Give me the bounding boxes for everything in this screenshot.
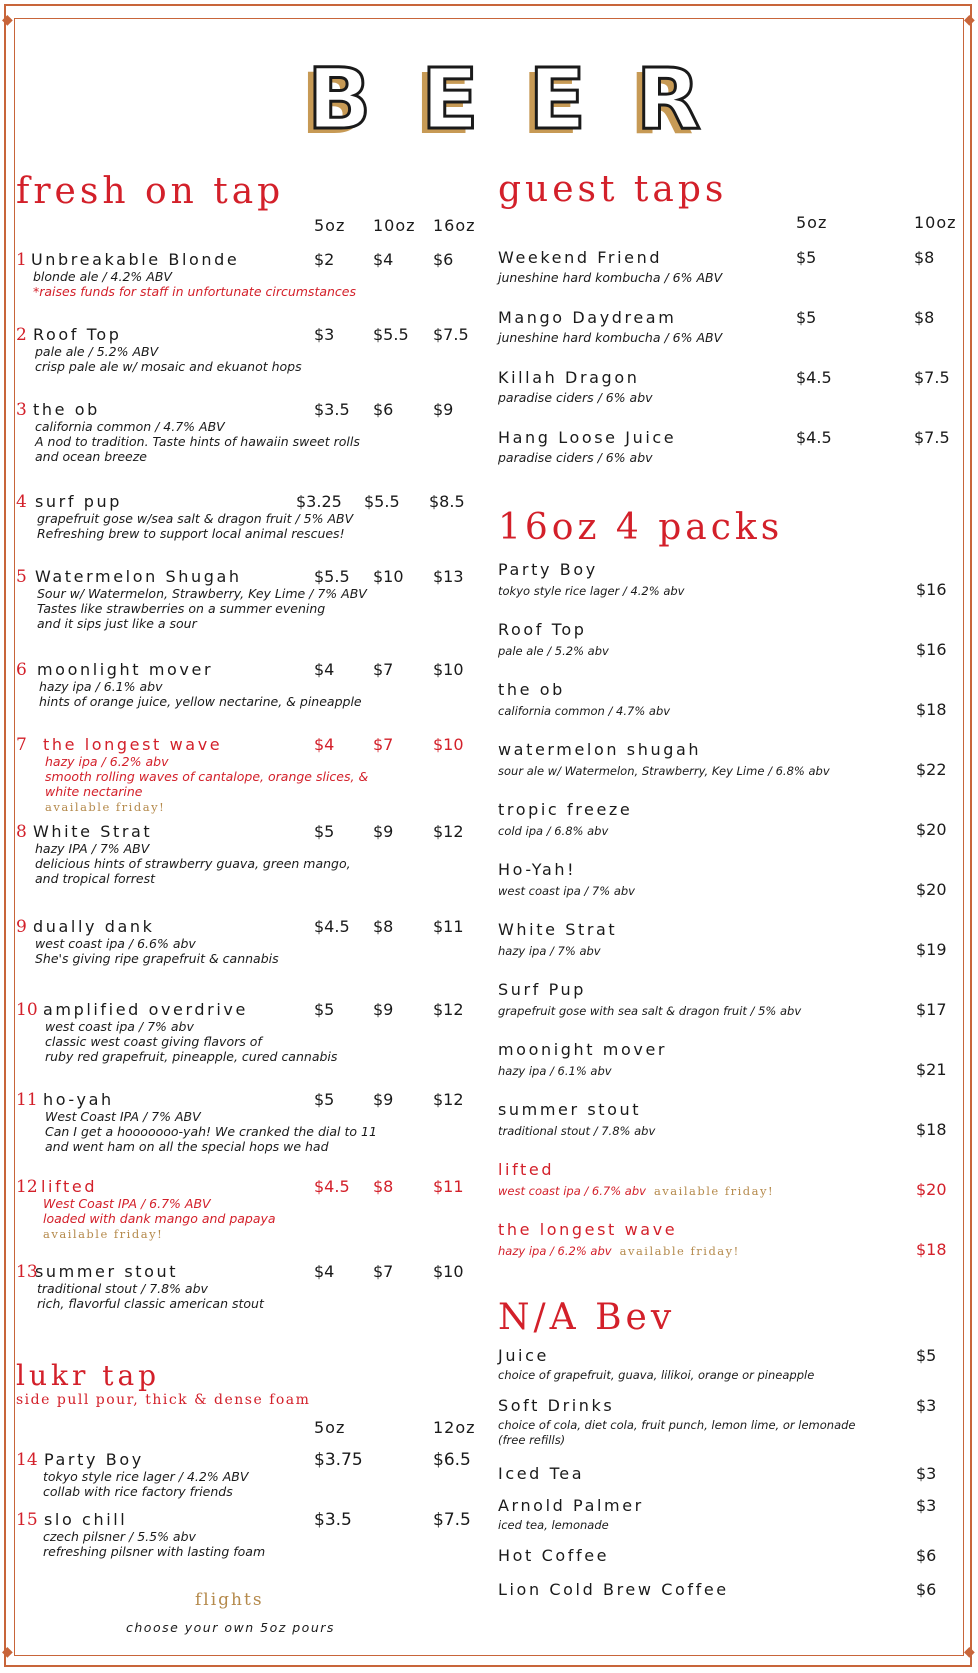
price-16oz: $9 [433, 400, 454, 419]
beer-name: Surf Pup [498, 980, 587, 999]
style-abv [498, 884, 635, 899]
style-abv: traditional stout / 7.8% abv [37, 1281, 208, 1296]
style-abv [498, 704, 670, 719]
price: $3 [916, 1396, 937, 1415]
price-10oz: $5.5 [364, 492, 400, 511]
style-abv: paradise ciders / 6% abv [498, 450, 653, 465]
price-10oz: $4 [373, 250, 394, 269]
style-abv: West Coast IPA / 6.7% ABV [43, 1196, 211, 1211]
price-16oz: $11 [433, 1177, 464, 1196]
price: $3 [916, 1464, 937, 1483]
flights-subtext: choose your own 5oz pours [126, 1620, 335, 1635]
price-16oz: $12 [433, 822, 464, 841]
availability-note: available friday! [45, 800, 166, 814]
price: $16 [916, 580, 947, 599]
price-16oz: $6 [433, 250, 454, 269]
price-5oz: $4.5 [796, 428, 832, 447]
flights-label: flights [195, 1590, 264, 1610]
style-abv: hazy ipa / 6.2% abv [45, 754, 169, 769]
item-number: 1 [16, 250, 27, 270]
price-5oz: $5 [314, 1000, 335, 1019]
style-abv [498, 1184, 774, 1199]
beer-name: tropic freeze [498, 800, 633, 819]
style-abv [498, 824, 608, 839]
beer-name: White Strat [33, 822, 153, 841]
lukr-tap-heading: lukr tap [16, 1359, 161, 1392]
style-abv: hazy ipa / 6.1% abv [39, 679, 163, 694]
style-abv [498, 1244, 740, 1259]
style-abv: juneshine hard kombucha / 6% ABV [498, 270, 723, 285]
tasting-note: crisp pale ale w/ mosaic and ekuanot hops [35, 359, 302, 374]
price-5oz: $4 [314, 660, 335, 679]
style-abv [498, 1124, 655, 1139]
price: $20 [916, 1180, 947, 1199]
beer-name: the ob [498, 680, 565, 699]
price-16oz: $7.5 [433, 325, 469, 344]
beer-name: Unbreakable Blonde [31, 250, 240, 269]
style-abv-text: pale ale / 5.2% abv [498, 644, 609, 658]
price-5oz: $5.5 [314, 567, 350, 586]
corner-ornament-icon: ◆ [2, 1644, 13, 1660]
beer-name: Roof Top [33, 325, 122, 344]
style-abv [498, 644, 609, 659]
tasting-note: hints of orange juice, yellow nectarine, & pineapple [39, 694, 362, 709]
style-abv-text: cold ipa / 6.8% abv [498, 824, 609, 838]
price: $19 [916, 940, 947, 959]
price-5oz: $4.5 [314, 1177, 350, 1196]
style-abv: california common / 4.7% ABV [35, 419, 225, 434]
item-number: 5 [16, 567, 27, 587]
tasting-note: A nod to tradition. Taste hints of hawaiin sweet rolls [35, 434, 360, 449]
beer-name: amplified overdrive [43, 1000, 248, 1019]
price-10oz: $10 [373, 567, 404, 586]
price-5oz: $3 [314, 325, 335, 344]
price-5oz: $4 [314, 735, 335, 754]
price: $17 [916, 1000, 947, 1019]
style-abv-text: tokyo style rice lager / 4.2% abv [498, 584, 685, 598]
beer-name: Hang Loose Juice [498, 428, 677, 447]
price-16oz: $11 [433, 917, 464, 936]
style-abv [498, 1064, 612, 1079]
availability-note: available friday! [619, 1244, 740, 1258]
price-10oz: $7 [373, 735, 394, 754]
style-abv-text: sour ale w/ Watermelon, Strawberry, Key Lime / 6.8% abv [498, 764, 830, 778]
style-abv [498, 584, 684, 599]
tasting-note: collab with rice factory friends [43, 1484, 233, 1499]
tasting-note: *raises funds for staff in unfortunate circumstances [33, 284, 357, 299]
tasting-note: Refreshing brew to support local animal rescues! [37, 526, 345, 541]
style-abv-text: hazy ipa / 6.2% abv [498, 1244, 612, 1258]
style-abv: west coast ipa / 6.6% abv [35, 936, 196, 951]
drink-name: Soft Drinks [498, 1396, 615, 1415]
beer-name: Weekend Friend [498, 248, 663, 267]
price-5oz: $4.5 [314, 917, 350, 936]
price-5oz: $3.5 [314, 1510, 352, 1530]
corner-ornament-icon: ◆ [2, 12, 13, 28]
style-abv [498, 944, 601, 959]
beer-name: Party Boy [498, 560, 598, 579]
price-10oz: $8 [373, 917, 394, 936]
style-abv: hazy IPA / 7% ABV [35, 841, 150, 856]
price-16oz: $10 [433, 1262, 464, 1281]
beer-name: White Strat [498, 920, 618, 939]
fresh-col-16oz: 16oz [433, 216, 476, 235]
item-number: 8 [16, 822, 27, 842]
beer-name: moonight mover [498, 1040, 668, 1059]
price: $21 [916, 1060, 947, 1079]
price: $22 [916, 760, 947, 779]
beer-name: summer stout [35, 1262, 179, 1281]
price-10oz: $8 [914, 308, 935, 327]
price: $3 [916, 1496, 937, 1515]
style-abv-text: grapefruit gose with sea salt & dragon fruit / 5% abv [498, 1004, 802, 1018]
price: $5 [916, 1346, 937, 1365]
style-abv: pale ale / 5.2% ABV [35, 344, 159, 359]
style-abv: Sour w/ Watermelon, Strawberry, Key Lime / 7% ABV [37, 586, 367, 601]
tasting-note: Tastes like strawberries on a summer evening [37, 601, 326, 616]
tasting-note: refreshing pilsner with lasting foam [43, 1544, 266, 1559]
price-5oz: $4.5 [796, 368, 832, 387]
style-abv: west coast ipa / 7% abv [45, 1019, 194, 1034]
price-16oz: $10 [433, 735, 464, 754]
item-number: 2 [16, 325, 27, 345]
tasting-note: delicious hints of strawberry guava, green mango, [35, 856, 351, 871]
style-abv-text: hazy ipa / 6.1% abv [498, 1064, 612, 1078]
tasting-note: loaded with dank mango and papaya [43, 1211, 276, 1226]
price-10oz: $8 [373, 1177, 394, 1196]
price: $18 [916, 700, 947, 719]
tasting-note: She's giving ripe grapefruit & cannabis [35, 951, 279, 966]
beer-name: Watermelon Shugah [35, 567, 242, 586]
price-10oz: $7.5 [914, 368, 950, 387]
price-16oz: $10 [433, 660, 464, 679]
drink-name: Iced Tea [498, 1464, 585, 1483]
drink-description: choice of cola, diet cola, fruit punch, lemon lime, or lemonade [498, 1418, 856, 1432]
beer-name: summer stout [498, 1100, 642, 1119]
style-abv [498, 764, 830, 779]
price-5oz: $5 [314, 1090, 335, 1109]
beer-name: lifted [498, 1160, 555, 1179]
price-10oz: $7 [373, 1262, 394, 1281]
tasting-note: white nectarine [45, 784, 143, 799]
style-abv-text: west coast ipa / 7% abv [498, 884, 635, 898]
style-abv: grapefruit gose w/sea salt & dragon fruit / 5% ABV [37, 511, 354, 526]
item-number: 13 [16, 1262, 38, 1282]
item-number: 4 [16, 492, 27, 512]
drink-name: Arnold Palmer [498, 1496, 644, 1515]
price-5oz: $4 [314, 1262, 335, 1281]
price: $16 [916, 640, 947, 659]
item-number: 11 [16, 1090, 38, 1110]
beer-name: lifted [41, 1177, 98, 1196]
corner-ornament-icon: ◆ [964, 12, 975, 28]
price-16oz: $8.5 [429, 492, 465, 511]
lukr-col-12oz: 12oz [433, 1418, 476, 1437]
price-10oz: $9 [373, 822, 394, 841]
price: $20 [916, 880, 947, 899]
item-number: 3 [16, 400, 27, 420]
style-abv-text: hazy ipa / 7% abv [498, 944, 601, 958]
item-number: 15 [16, 1510, 38, 1530]
beer-name: the longest wave [498, 1220, 678, 1239]
price-5oz: $5 [796, 248, 817, 267]
beer-name: watermelon shugah [498, 740, 702, 759]
style-abv: West Coast IPA / 7% ABV [45, 1109, 201, 1124]
price-10oz: $7.5 [914, 428, 950, 447]
style-abv-text: west coast ipa / 6.7% abv [498, 1184, 646, 1198]
style-abv: czech pilsner / 5.5% abv [43, 1529, 196, 1544]
price-12oz: $6.5 [433, 1450, 471, 1470]
availability-note: available friday! [43, 1227, 164, 1241]
item-number: 14 [16, 1450, 38, 1470]
style-abv [498, 1004, 801, 1019]
tasting-note: and tropical forrest [35, 871, 155, 886]
tasting-note: and ocean breeze [35, 449, 147, 464]
fresh-col-5oz: 5oz [314, 216, 346, 235]
tasting-note: and it sips just like a sour [37, 616, 197, 631]
tasting-note: Can I get a hooooooo-yah! We cranked the dial to 11 [45, 1124, 377, 1139]
guest-col-10oz: 10oz [914, 213, 957, 232]
beer-name: surf pup [35, 492, 123, 511]
item-number: 7 [16, 735, 27, 755]
price-5oz: $3.75 [314, 1450, 363, 1470]
four-packs-heading: 16oz 4 packs [498, 507, 784, 548]
corner-ornament-icon: ◆ [964, 1644, 975, 1660]
beer-name: Killah Dragon [498, 368, 640, 387]
style-abv: tokyo style rice lager / 4.2% ABV [43, 1469, 249, 1484]
beer-name: moonlight mover [37, 660, 214, 679]
beer-name: Mango Daydream [498, 308, 677, 327]
beer-name: Party Boy [44, 1450, 144, 1469]
price-16oz: $12 [433, 1090, 464, 1109]
price: $6 [916, 1580, 937, 1599]
tasting-note: rich, flavorful classic american stout [37, 1296, 264, 1311]
price-10oz: $5.5 [373, 325, 409, 344]
price-5oz: $5 [314, 822, 335, 841]
price-10oz: $8 [914, 248, 935, 267]
guest-taps-heading: guest taps [498, 169, 728, 210]
item-number: 6 [16, 660, 27, 680]
drink-description: (free refills) [498, 1433, 566, 1447]
style-abv-text: traditional stout / 7.8% abv [498, 1124, 656, 1138]
price-10oz: $6 [373, 400, 394, 419]
price: $6 [916, 1546, 937, 1565]
drink-name: Juice [498, 1346, 549, 1365]
tasting-note: ruby red grapefruit, pineapple, cured cannabis [45, 1049, 338, 1064]
item-number: 9 [16, 917, 27, 937]
price-12oz: $7.5 [433, 1510, 471, 1530]
item-number: 12 [16, 1177, 38, 1197]
style-abv: paradise ciders / 6% abv [498, 390, 653, 405]
drink-name: Lion Cold Brew Coffee [498, 1580, 729, 1599]
price-10oz: $7 [373, 660, 394, 679]
lukr-tap-subheading: side pull pour, thick & dense foam [16, 1392, 311, 1408]
price-16oz: $13 [433, 567, 464, 586]
style-abv: blonde ale / 4.2% ABV [33, 269, 172, 284]
beer-name: slo chill [44, 1510, 128, 1529]
availability-note: available friday! [653, 1184, 775, 1198]
price-10oz: $9 [373, 1000, 394, 1019]
price-5oz: $2 [314, 250, 335, 269]
beer-name: Ho-Yah! [498, 860, 577, 879]
fresh-on-tap-heading: fresh on tap [16, 171, 285, 212]
drink-description: choice of grapefruit, guava, lilikoi, orange or pineapple [498, 1368, 815, 1382]
price-10oz: $9 [373, 1090, 394, 1109]
beer-name: the ob [33, 400, 100, 419]
price-5oz: $3.5 [314, 400, 350, 419]
beer-name: dually dank [33, 917, 155, 936]
lukr-col-5oz: 5oz [314, 1418, 346, 1437]
price-5oz: $5 [796, 308, 817, 327]
price: $18 [916, 1120, 947, 1139]
price: $20 [916, 820, 947, 839]
na-bev-heading: N/A Bev [498, 1297, 676, 1338]
style-abv: juneshine hard kombucha / 6% ABV [498, 330, 723, 345]
tasting-note: and went ham on all the special hops we had [45, 1139, 329, 1154]
drink-description: iced tea, lemonade [498, 1518, 609, 1532]
item-number: 10 [16, 1000, 38, 1020]
price-5oz: $3.25 [296, 492, 342, 511]
beer-name: the longest wave [43, 735, 223, 754]
price-16oz: $12 [433, 1000, 464, 1019]
price: $18 [916, 1240, 947, 1259]
beer-name: ho-yah [43, 1090, 114, 1109]
style-abv-text: california common / 4.7% abv [498, 704, 671, 718]
page-title: BEER [307, 50, 751, 148]
fresh-col-10oz: 10oz [373, 216, 416, 235]
beer-name: Roof Top [498, 620, 587, 639]
drink-name: Hot Coffee [498, 1546, 610, 1565]
tasting-note: classic west coast giving flavors of [45, 1034, 262, 1049]
guest-col-5oz: 5oz [796, 213, 828, 232]
tasting-note: smooth rolling waves of cantalope, orange slices, & [45, 769, 369, 784]
